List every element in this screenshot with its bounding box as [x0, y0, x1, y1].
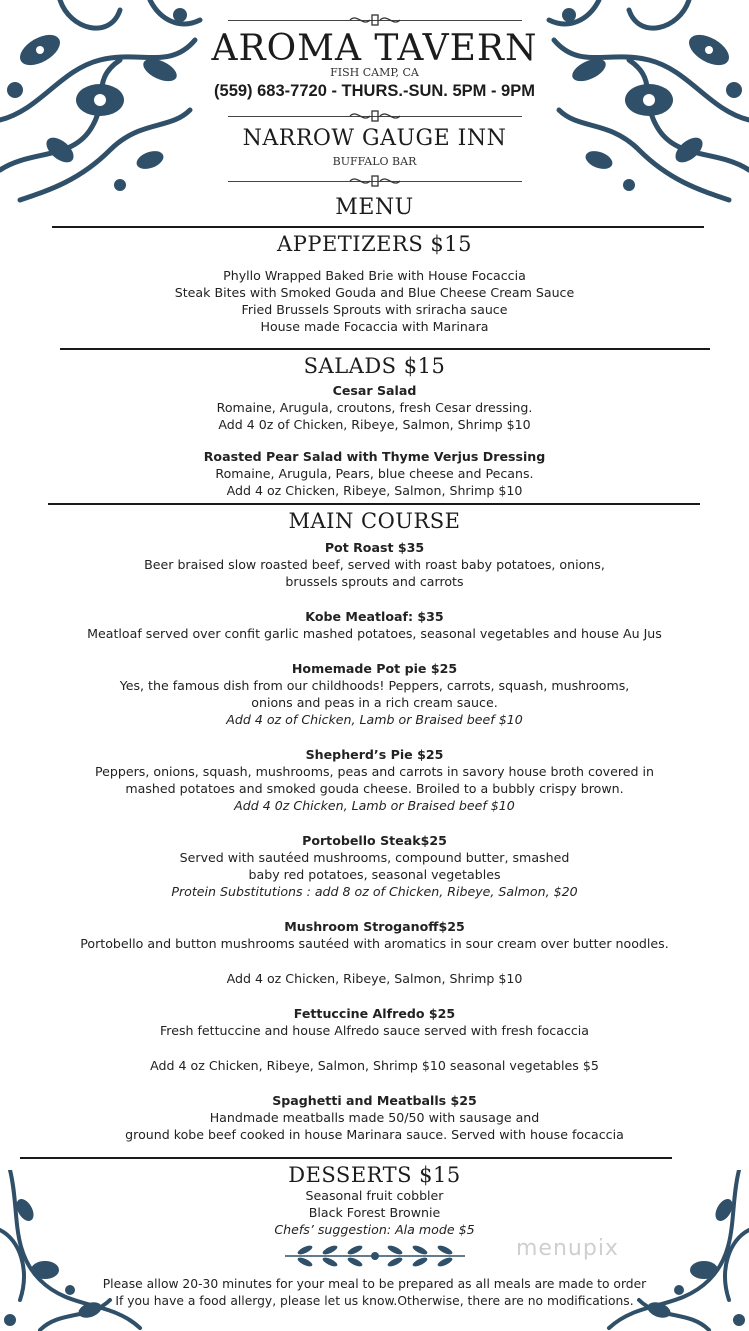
dish-name: Fettuccine Alfredo $25 [293, 1006, 456, 1021]
list-item: Black Forest Brownie [308, 1205, 441, 1220]
main-course-list [0, 539, 749, 1143]
appetizers-list [0, 267, 749, 335]
desserts-list [0, 1187, 749, 1238]
watermark: menupix [516, 1236, 619, 1261]
list-item: Phyllo Wrapped Baked Brie with House Focaccia [223, 268, 526, 283]
section-rule [48, 503, 700, 505]
salads-title: SALADS $15 [303, 354, 446, 378]
main-course-title: MAIN COURSE [288, 509, 461, 533]
desserts-title: DESSERTS $15 [288, 1163, 461, 1187]
salad-addon: Add 4 0z of Chicken, Ribeye, Salmon, Shrimp $10 [218, 417, 531, 432]
dessert-suggestion: Chefs’ suggestion: Ala mode $5 [274, 1222, 475, 1237]
dish-description: Portobello and button mushrooms sautéed with aromatics in sour cream over butter noodles. [80, 936, 669, 951]
dish-description: baby red potatoes, seasonal vegetables [248, 867, 501, 882]
dish-description: ground kobe beef cooked in house Marinara sauce. Served with house focaccia [125, 1127, 624, 1142]
dish-name: Pot Roast $35 [324, 540, 425, 555]
dish-addon: Add 4 oz Chicken, Ribeye, Salmon, Shrimp $10 seasonal vegetables $5 [150, 1058, 599, 1073]
dish-addon: Add 4 oz of Chicken, Lamb or Braised beef $10 [226, 712, 523, 727]
dish-description: mashed potatoes and smoked gouda cheese. Broiled to a bubbly crispy brown. [125, 781, 624, 796]
dish-description: Fresh fettuccine and house Alfredo sauce served with fresh focaccia [159, 1023, 590, 1038]
salad-description: Romaine, Arugula, Pears, blue cheese and Pecans. [215, 466, 534, 481]
footer-note: Please allow 20-30 minutes for your meal to be prepared as all meals are made to order [102, 1277, 647, 1291]
dish-name: Portobello Steak$25 [302, 833, 447, 848]
salad-name: Cesar Salad [332, 383, 417, 398]
appetizers-title: APPETIZERS $15 [277, 232, 472, 256]
list-item: Fried Brussels Sprouts with sriracha sauce [241, 302, 508, 317]
footer-notes [0, 1276, 749, 1310]
salad-addon: Add 4 oz Chicken, Ribeye, Salmon, Shrimp $10 [226, 483, 523, 498]
dish-description: onions and peas in a rich cream sauce. [251, 695, 498, 710]
salad-description: Romaine, Arugula, croutons, fresh Cesar dressing. [216, 400, 533, 415]
section-rule [60, 348, 710, 350]
salads-list [0, 382, 749, 499]
dish-name: Homemade Pot pie $25 [291, 661, 458, 676]
restaurant-name: AROMA TAVERN [211, 28, 538, 69]
inn-name: NARROW GAUGE INN [242, 126, 507, 151]
dish-addon: Add 4 0z Chicken, Lamb or Braised beef $10 [234, 798, 515, 813]
scroll-divider-icon [345, 107, 405, 125]
list-item: Seasonal fruit cobbler [305, 1188, 444, 1203]
dish-name: Kobe Meatloaf: $35 [305, 609, 444, 624]
dish-addon: Add 4 oz Chicken, Ribeye, Salmon, Shrimp $10 [226, 971, 523, 986]
scroll-divider-icon [345, 172, 405, 190]
dish-description: Yes, the famous dish from our childhoods! Peppers, carrots, squash, mushrooms, [119, 678, 630, 693]
list-item: House made Focaccia with Marinara [260, 319, 489, 334]
list-item: Steak Bites with Smoked Gouda and Blue Cheese Cream Sauce [174, 285, 575, 300]
scroll-divider-icon [345, 11, 405, 29]
section-rule [20, 1157, 672, 1159]
footer-note: If you have a food allergy, please let us know.Otherwise, there are no modifications. [115, 1294, 634, 1308]
dish-name: Spaghetti and Meatballs $25 [272, 1093, 477, 1108]
dish-description: Meatloaf served over confit garlic mashed potatoes, seasonal vegetables and house Au Jus [87, 626, 662, 641]
laurel-divider-icon [275, 1240, 475, 1272]
salad-name: Roasted Pear Salad with Thyme Verjus Dressing [203, 449, 546, 464]
section-rule [52, 226, 704, 228]
dish-description: Handmade meatballs made 50/50 with sausage and [209, 1110, 540, 1125]
restaurant-location: FISH CAMP, CA [330, 66, 419, 79]
dish-name: Mushroom Stroganoff$25 [284, 919, 465, 934]
dish-name: Shepherd’s Pie $25 [305, 747, 444, 762]
bar-name: BUFFALO BAR [332, 155, 417, 168]
dish-description: brussels sprouts and carrots [285, 574, 464, 589]
dish-description: Peppers, onions, squash, mushrooms, peas and carrots in savory house broth covered in [94, 764, 654, 779]
menu-title: MENU [335, 195, 414, 220]
dish-description: Served with sautéed mushrooms, compound butter, smashed [179, 850, 570, 865]
dish-description: Beer braised slow roasted beef, served with roast baby potatoes, onions, [144, 557, 605, 572]
phone-and-hours: (559) 683-7720 - THURS.-SUN. 5PM - 9PM [214, 82, 535, 100]
dish-addon: Protein Substitutions : add 8 oz of Chicken, Ribeye, Salmon, $20 [171, 884, 578, 899]
